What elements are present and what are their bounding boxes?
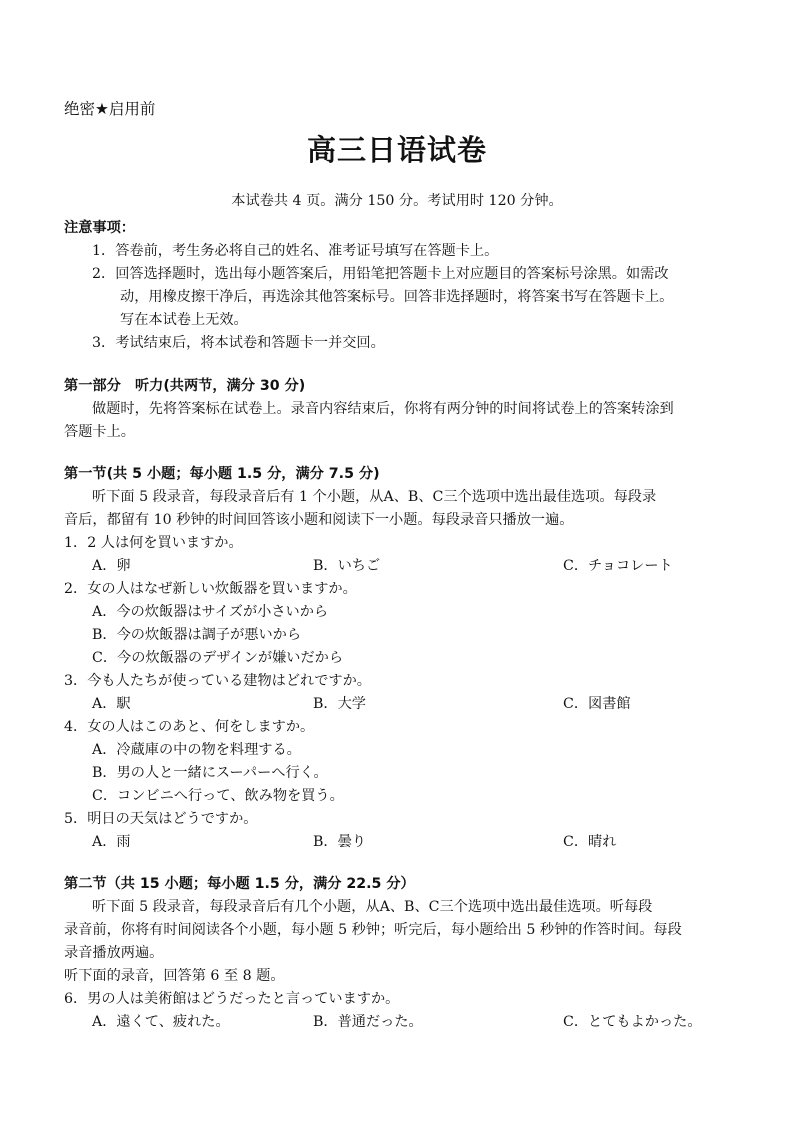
note-item-2-cont: 动，用橡皮擦干净后，再选涂其他答案标号。回答非选择题时，将答案书写在答题卡上。 — [120, 289, 674, 305]
section2-instruction-line3: 录音播放两遍。 — [64, 945, 164, 961]
question-4-option-c: C．コンビニへ行って、飲み物を買う。 — [92, 788, 344, 804]
question-6-option-b: B．普通だった。 — [313, 1014, 423, 1030]
question-3-option-b: B．大学 — [313, 696, 366, 712]
note-item-3: 3．考试结束后，将本试卷和答题卡一并交回。 — [92, 335, 385, 351]
question-1-option-c: C．チョコレート — [563, 558, 673, 574]
page-title: 高三日语试卷 — [306, 133, 487, 167]
question-5-option-b: B．曇り — [313, 834, 366, 850]
note-item-1: 1．答卷前，考生务必将自己的姓名、准考证号填写在答题卡上。 — [92, 243, 499, 259]
section2-instruction-line2: 录音前，你将有时间阅读各个小题，每小题 5 秒钟；听完后，每小题给出 5 秒钟的作答时间。每段 — [64, 922, 682, 938]
part1-heading: 第一部分 听力(共两节，满分 30 分) — [64, 378, 306, 394]
question-1-option-a: A．卵 — [92, 558, 131, 574]
question-5-option-c: C．晴れ — [563, 834, 617, 850]
notes-heading: 注意事项： — [64, 220, 135, 236]
exam-info: 本试卷共 4 页。满分 150 分。考试用时 120 分钟。 — [231, 193, 563, 209]
question-3-option-a: A．駅 — [92, 696, 131, 712]
part1-instruction-line1: 做题时，先将答案标在试卷上。录音内容结束后，你将有两分钟的时间将试卷上的答案转涂到 — [92, 401, 674, 417]
question-3: 3．今も人たちが使っている建物はどれですか。 — [64, 673, 371, 689]
question-3-option-c: C．図書館 — [563, 696, 631, 712]
section1-instruction-line2: 音后，都留有 10 秒钟的时间回答该小题和阅读下一小题。每段录音只播放一遍。 — [64, 512, 574, 528]
note-item-2-cont2: 写在本试卷上无效。 — [120, 312, 248, 328]
question-2-option-c: C．今の炊飯器のデザインが嫌いだから — [92, 650, 344, 666]
question-4: 4．女の人はこのあと、何をしますか。 — [64, 719, 315, 735]
question-2-option-a: A．今の炊飯器はサイズが小さいから — [92, 604, 329, 620]
question-6: 6．男の人は美術館はどうだったと言っていますか。 — [64, 991, 400, 1007]
note-item-2: 2．回答选择题时，选出每小题答案后，用铅笔把答题卡上对应题目的答案标号涂黑。如需改 — [92, 266, 669, 282]
question-4-option-b: B．男の人と一緒にスーパーへ行く。 — [92, 765, 328, 781]
part1-instruction-line2: 答题卡上。 — [64, 424, 135, 440]
audio-intro: 听下面的录音，回答第 6 至 8 题。 — [64, 968, 285, 984]
section1-heading: 第一节(共 5 小题；每小题 1.5 分，满分 7.5 分) — [64, 466, 380, 482]
question-1-option-b: B．いちご — [313, 558, 381, 574]
question-6-option-a: A．遠くて、疲れた。 — [92, 1014, 230, 1030]
question-5-option-a: A．雨 — [92, 834, 131, 850]
section2-heading: 第二节（共 15 小题；每小题 1.5 分，满分 22.5 分） — [64, 876, 415, 892]
question-2: 2．女の人はなぜ新しい炊飯器を買いますか。 — [64, 581, 357, 597]
section1-instruction-line1: 听下面 5 段录音，每段录音后有 1 个小题，从A、B、C三个选项中选出最佳选项。每段录 — [92, 489, 657, 505]
confidential-label: 绝密★启用前 — [64, 100, 156, 118]
question-6-option-c: C．とてもよかった。 — [563, 1014, 702, 1030]
question-1: 1．2 人は何を買いますか。 — [64, 535, 243, 551]
section2-instruction-line1: 听下面 5 段录音，每段录音后有几个小题，从A、B、C三个选项中选出最佳选项。听每段 — [92, 899, 653, 915]
question-5: 5．明日の天気はどうですか。 — [64, 811, 258, 827]
question-2-option-b: B．今の炊飯器は調子が悪いから — [92, 627, 302, 643]
question-4-option-a: A．冷蔵庫の中の物を料理する。 — [92, 742, 301, 758]
